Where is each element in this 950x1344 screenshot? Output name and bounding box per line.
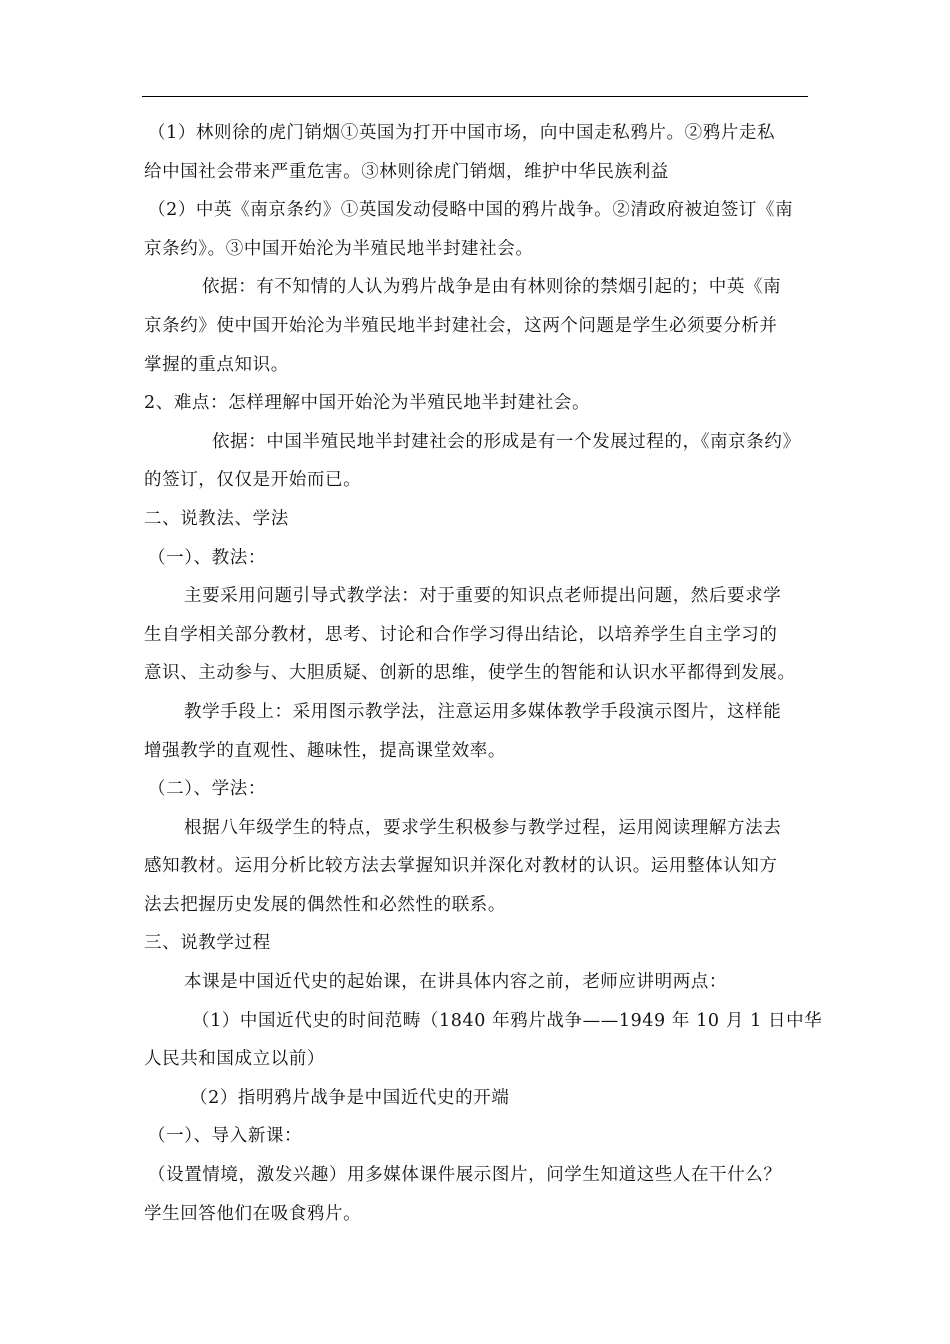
text-line: 教学手段上：采用图示教学法，注意运用多媒体教学手段演示图片，这样能: [184, 701, 782, 722]
text-line: 掌握的重点知识。: [144, 354, 289, 375]
text-line: 法去把握历史发展的偶然性和必然性的联系。: [144, 894, 506, 915]
text-line: 依据：有不知情的人认为鸦片战争是由有林则徐的禁烟引起的；中英《南: [202, 277, 782, 298]
text-line: 二、说教法、学法: [144, 508, 289, 529]
header-rule: [142, 96, 808, 97]
text-line: 京条约》。③中国开始沦为半殖民地半封建社会。: [144, 238, 534, 259]
text-line: （2）中英《南京条约》①英国发动侵略中国的鸦片战争。②清政府被迫签订《南: [148, 200, 794, 221]
text-line: 意识、主动参与、大胆质疑、创新的思维，使学生的智能和认识水平都得到发展。: [144, 663, 796, 684]
text-line: 学生回答他们在吸食鸦片。: [144, 1203, 362, 1224]
text-line: （1）林则徐的虎门销烟①英国为打开中国市场，向中国走私鸦片。②鸦片走私: [148, 123, 776, 143]
text-line: （1）中国近代史的时间范畴（1840 年鸦片战争——1949 年 10 月 1 日中华: [192, 1010, 823, 1031]
text-line: 本课是中国近代史的起始课，在讲具体内容之前，老师应讲明两点：: [184, 972, 727, 993]
text-line: 感知教材。运用分析比较方法去掌握知识并深化对教材的认识。运用整体认知方: [144, 856, 778, 877]
text-line: 三、说教学过程: [144, 933, 271, 954]
text-line: （2）指明鸦片战争是中国近代史的开端: [190, 1087, 510, 1108]
text-line: 2、难点：怎样理解中国开始沦为半殖民地半封建社会。: [144, 393, 591, 414]
text-line: （设置情境，激发兴趣）用多媒体课件展示图片，问学生知道这些人在干什么？: [148, 1165, 782, 1186]
text-line: 生自学相关部分教材，思考、讨论和合作学习得出结论，以培养学生自主学习的: [144, 624, 778, 645]
document-body: [144, 114, 823, 1233]
text-line: 人民共和国成立以前）: [144, 1049, 325, 1070]
text-line: 的签订，仅仅是开始而已。: [144, 470, 362, 491]
text-line: 增强教学的直观性、趣味性，提高课堂效率。: [144, 740, 506, 761]
text-line: 给中国社会带来严重危害。③林则徐虎门销烟，维护中华民族利益: [144, 161, 669, 182]
text-line: 依据：中国半殖民地半封建社会的形成是有一个发展过程的，《南京条约》: [212, 431, 801, 452]
text-line: （二）、学法：: [148, 779, 266, 800]
text-line: （一）、导入新课：: [148, 1126, 303, 1147]
text-line: 京条约》使中国开始沦为半殖民地半封建社会，这两个问题是学生必须要分析并: [144, 315, 778, 336]
text-line: （一）、教法：: [148, 547, 266, 568]
text-line: 根据八年级学生的特点，要求学生积极参与教学过程，运用阅读理解方法去: [184, 817, 782, 838]
text-line: 主要采用问题引导式教学法：对于重要的知识点老师提出问题，然后要求学: [184, 586, 782, 607]
